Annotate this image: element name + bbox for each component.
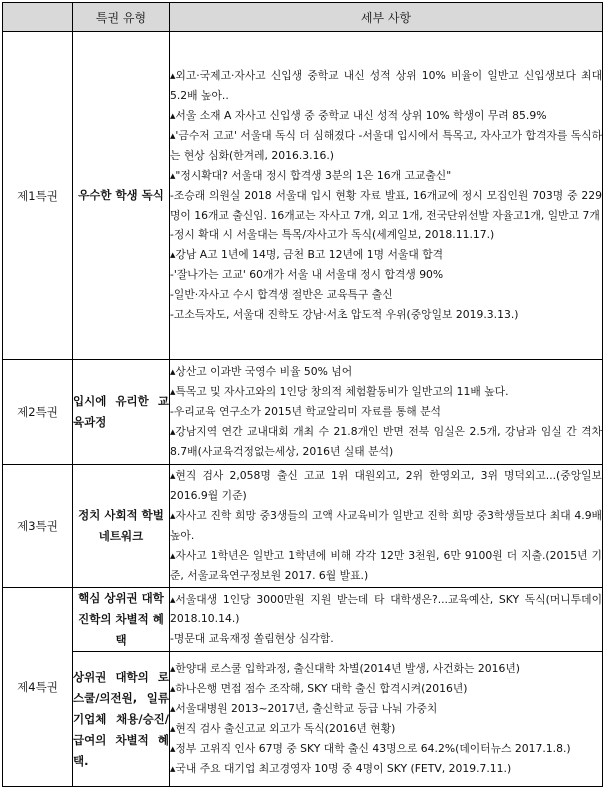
privilege-details: [170, 464, 603, 587]
detail-line: -정시 확대 시 서울대는 특목/자사고가 독식(세계일보, 2018.11.17.): [170, 228, 495, 242]
detail-line: ▴현직 검사 출신고교 외고가 독식(2016년 현황): [170, 722, 396, 736]
detail-line: ▴서울 소재 A 자사고 신입생 중 중학교 내신 성적 상위 10% 학생이 무려 85.9%: [170, 109, 547, 122]
table-row: [3, 587, 603, 651]
header-col1: [3, 3, 73, 32]
detail-line: ▴자사고 1학년은 일반고 1학년에 비해 각각 12만 3천원, 6만 9100원 더 지출.(2015년 기준, 서울교육연구정보원 2017. 6월 발표.): [170, 548, 602, 582]
detail-line: ▴하나은행 면접 점수 조작해, SKY 대학 출신 합격시켜(2016년): [170, 682, 468, 696]
privilege-details: [170, 360, 603, 465]
detail-line: -고소득자도, 서울대 진학도 강남·서초 압도적 우위(중앙일보 2019.3.13.): [170, 308, 519, 322]
privilege-type: 정치 사회적 학벌 네트워크: [73, 464, 170, 587]
detail-line: ▴특목고 및 자사고와의 1인당 창의적 체험활동비가 일반고의 11배 높다.: [170, 385, 509, 399]
table-row: [3, 652, 603, 787]
detail-line: -우리교육 연구소가 2015년 학교알리미 자료를 통해 분석: [170, 405, 441, 419]
privilege-number: 제2특권: [3, 360, 73, 465]
header-row: [3, 3, 603, 32]
privilege-type: 핵심 상위권 대학 진학의 차별적 혜택: [73, 587, 170, 651]
detail-line: ▴상산고 이과반 국영수 비율 50% 넘어: [170, 365, 353, 379]
header-details: 세부 사항: [170, 3, 603, 32]
table-row: [3, 32, 603, 360]
detail-line: ▴외고·국제고·자사고 신입생 중학교 내신 성적 상위 10% 비율이 일반고 신입생보다 최대 5.2배 높아..: [170, 69, 602, 103]
privilege-details: [170, 32, 603, 360]
detail-line: ▴자사고 진학 희망 중3생들의 고액 사교육비가 일반고 진학 희망 중3학생들보다 최대 4.9배 높아.: [170, 508, 602, 542]
detail-line: -일반·자사고 수시 합격생 절반은 교육특구 출신: [170, 288, 393, 302]
detail-line: ▴강남지역 연간 교내대회 개최 수 21.8개인 반면 전북 임실은 2.5개, 강남과 임실 간 격차 8.7배(사교육걱정없는세상, 2016년 실태 분석): [170, 424, 602, 458]
detail-line: ▴현직 검사 2,058명 출신 고교 1위 대원외고, 2위 한영외고, 3위 명덕외고...(중앙일보 2016.9월 기준): [170, 469, 602, 502]
detail-line: ▴"정시확대? 서울대 정시 합격생 3분의 1은 16개 고교출신": [170, 168, 452, 182]
privilege-type: 상위권 대학의 로스쿨/의전원, 일류 기업체 채용/승진/급여의 차별적 혜택.: [73, 652, 170, 787]
privilege-details: [170, 652, 603, 787]
detail-line: ▴정부 고위직 인사 67명 중 SKY 대학 출신 43명으로 64.2%(데이터뉴스 2017.1.8.): [170, 741, 571, 755]
privilege-number: 제3특권: [3, 464, 73, 587]
detail-line: ▴'금수저 고교' 서울대 독식 더 심해졌다 -서울대 입시에서 특목고, 자사고가 합격자를 독식하는 현상 심화(한겨레, 2016.3.16.): [170, 128, 602, 162]
detail-line: ▴한양대 로스쿨 입학과정, 출신대학 차별(2014년 발생, 사건화는 2016년): [170, 662, 520, 676]
privilege-type: 입시에 유리한 교육과정: [73, 360, 170, 465]
detail-line: -명문대 교육재정 쏠림현상 심각함.: [170, 632, 334, 646]
privilege-number: 제4특권: [3, 587, 73, 786]
detail-line: -조승래 의원실 2018 서울대 입시 현황 자료 발표, 16개교에 정시 모집인원 703명 중 229명이 16개교 출신임. 16개교는 자사고 7개, 외고 1개, 전국단위선발 자율고1개, 일반고 7개: [170, 188, 602, 222]
detail-line: ▴강남 A고 1년에 14명, 금천 B고 12년에 1명 서울대 합격: [170, 248, 444, 262]
detail-line: ▴서울대병원 2013~2017년, 출신학교 등급 나눠 가중치: [170, 702, 438, 716]
privilege-details: [170, 587, 603, 651]
detail-line: ▴서울대생 1인당 3000만원 지원 받는데 타 대학생은?...교육예산, SKY 독식(머니투데이 2018.10.14.): [170, 592, 602, 626]
privilege-type: 우수한 학생 독식: [73, 32, 170, 360]
detail-line: -'잘나가는 고교' 60개가 서울 내 서울대 정시 합격생 90%: [170, 268, 444, 282]
privilege-table: [2, 2, 603, 787]
table-row: [3, 464, 603, 587]
detail-line: ▴국내 주요 대기업 최고경영자 10명 중 4명이 SKY (FETV, 2019.7.11.): [170, 761, 512, 775]
header-privilege-type: 특권 유형: [73, 3, 170, 32]
table-row: [3, 360, 603, 465]
privilege-number: 제1특권: [3, 32, 73, 360]
